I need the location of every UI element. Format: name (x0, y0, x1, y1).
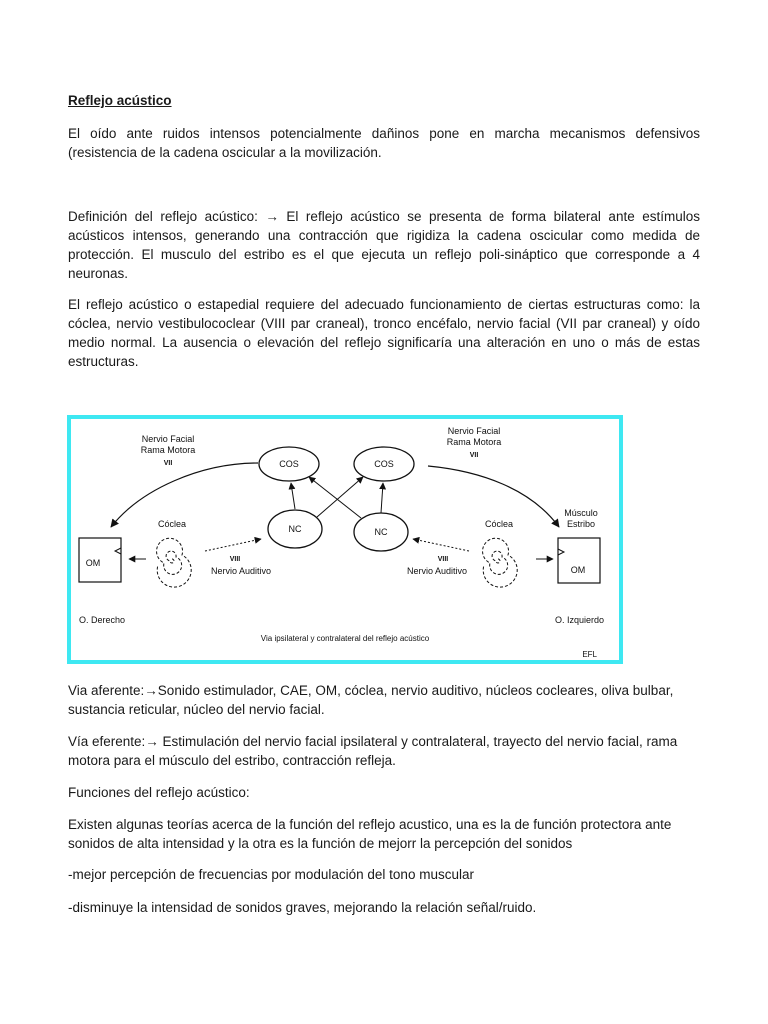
o-izquierdo-label: O. Izquierdo (554, 615, 604, 625)
arrow-left-auditory-nerve (205, 539, 261, 551)
coclea-right-label: Cóclea (484, 519, 514, 529)
auditivo-left-label: Nervio Auditivo (210, 566, 272, 576)
paragraph-definition: Definición del reflejo acústico: → El reflejo acústico se presenta de forma bilateral ante estímulos acústicos intensos, generando una contracción que rigidiza la cadena oscicular como medida de protección. El musculo del estribo es el que ejecuta un reflejo poli-sináptico que corresponde a 4 neuronas. (68, 209, 700, 281)
page-title: Reflejo acústico (68, 93, 172, 108)
musculo-label-1: Músculo (564, 508, 598, 518)
reflex-diagram-svg (71, 419, 619, 660)
om-right-label: OM (570, 565, 586, 575)
paragraph-bullet-1: -mejor percepción de frecuencias por modulación del tono muscular (68, 867, 474, 882)
diagram-caption: Via ipsilateral y contralateral del reflejo acústico (260, 634, 430, 643)
cos-left-label: COS (279, 459, 299, 469)
reflex-diagram (67, 415, 623, 664)
om-right-box (558, 538, 600, 583)
nc-left-label: NC (288, 524, 302, 534)
right-nerve-label-1: Nervio Facial (447, 426, 501, 436)
coclea-left-label: Cóclea (157, 519, 187, 529)
nc-right-label: NC (374, 527, 388, 537)
arrow-left-facial-nerve (111, 463, 258, 527)
arrow-nc-right-to-cos-right (381, 483, 383, 513)
cochlea-left-icon (157, 538, 192, 587)
arrow-right-auditory-nerve (413, 539, 469, 551)
paragraph-afferent: Via aferente:→Sonido estimulador, CAE, OM, cóclea, nervio auditivo, núcleos cocleares, oliva bulbar, sustancia reticular, núcleo del nervio facial. (68, 683, 674, 717)
left-nerve-num: VII (163, 460, 173, 467)
right-nerve-num: VII (469, 452, 479, 459)
paragraph-efferent: Vía eferente:→ Estimulación del nervio facial ipsilateral y contralateral, trayecto del nervio facial, rama motora para el músculo del estribo, contracción refleja. (68, 734, 678, 768)
paragraph-theories: Existen algunas teorías acerca de la función del reflejo acustico, una es la de función protectora ante sonidos de alta intensidad y la otra es la función de mejorr la percepción del sonidos (68, 817, 672, 851)
left-nerve-label-2: Rama Motora (140, 445, 196, 455)
auditivo-right-num: VIII (437, 556, 449, 563)
auditivo-right-label: Nervio Auditivo (406, 566, 468, 576)
paragraph-requirements: El reflejo acústico o estapedial requiere del adecuado funcionamiento de ciertas estructuras como: la cóclea, nervio vestibulococlear (VIII par craneal), tronco encéfalo, nervio facial (VII par craneal) y oído medio normal. La ausencia o elevación del reflejo significaría una alteración en uno o más de estas estructuras. (68, 297, 700, 369)
right-nerve-label-2: Rama Motora (446, 437, 502, 447)
diagram-author: EFL (582, 650, 597, 659)
auditivo-left-num: VIII (229, 556, 241, 563)
arrow-nc-left-to-cos-right (317, 477, 363, 517)
paragraph-functions-heading: Funciones del reflejo acústico: (68, 785, 250, 800)
paragraph-intro: El oído ante ruidos intensos potencialmente dañinos pone en marcha mecanismos defensivos (resistencia de la cadena oscicular a la movilización. (68, 126, 700, 160)
arrow-right-facial-nerve (428, 466, 559, 527)
cochlea-right-icon (483, 538, 518, 587)
left-nerve-label-1: Nervio Facial (141, 434, 195, 444)
paragraph-bullet-2: -disminuye la intensidad de sonidos graves, mejorando la relación señal/ruido. (68, 900, 537, 915)
musculo-label-2: Estribo (566, 519, 596, 529)
om-left-label: OM (85, 558, 101, 568)
cos-right-label: COS (374, 459, 394, 469)
arrow-nc-left-to-cos-left (291, 483, 295, 509)
arrow-nc-right-to-cos-left (309, 477, 361, 518)
o-derecho-label: O. Derecho (79, 615, 126, 625)
